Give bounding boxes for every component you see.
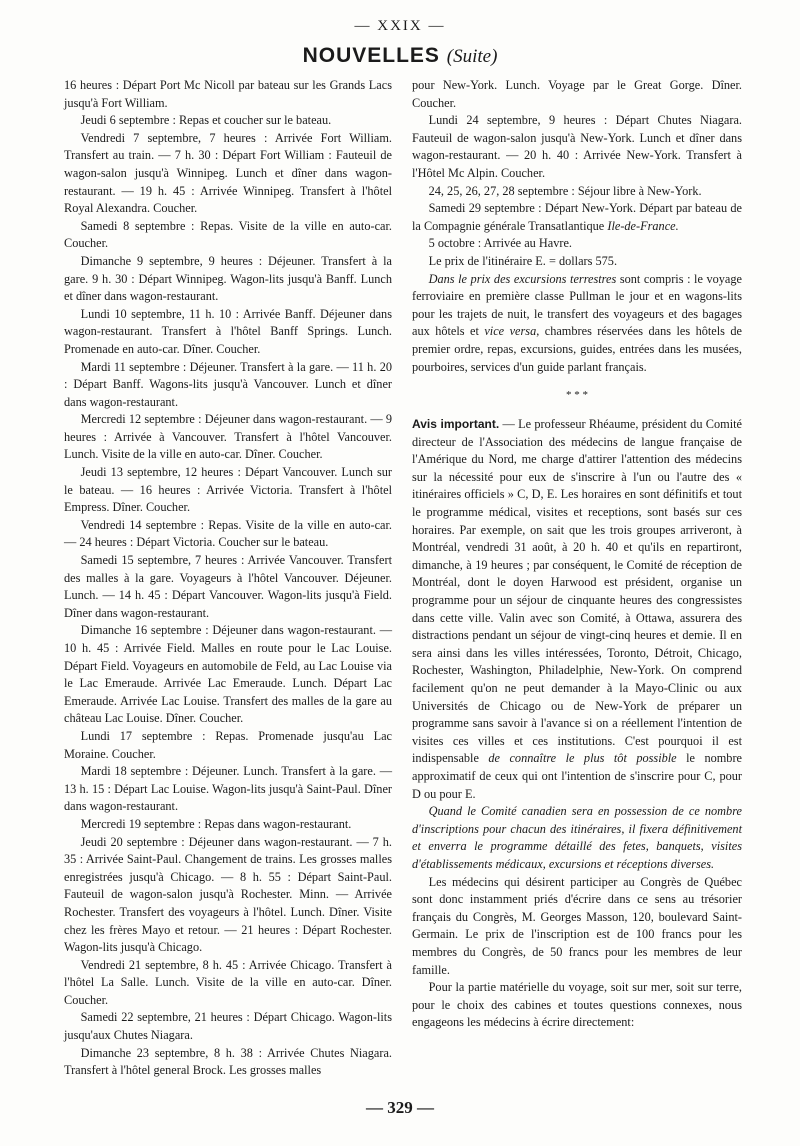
- itinerary-paragraph: Mercredi 19 septembre : Repas dans wagon-restaurant.: [80, 816, 352, 831]
- text-run: sont compris : le voyage ferroviaire en première classe Pullman le jour et en wagons-lits pour les trajets de nuit, le transfert des voyageurs et des bagages aux hôtels et: [412, 271, 742, 339]
- itinerary-paragraph: Jeudi 13 septembre, 12 heures : Départ Vancouver. Lunch sur le bateau. — 16 heures : Arrivée Victoria. Transfert à l'hôtel Empress. Dîner. Coucher.: [64, 465, 392, 515]
- page-number: — 329 —: [366, 1098, 434, 1117]
- text-run-italic: de connaître le plus tôt possible: [488, 751, 677, 766]
- avis-paragraph: [412, 416, 742, 803]
- itinerary-paragraph: [412, 200, 742, 235]
- itinerary-paragraph: Lundi 10 septembre, 11 h. 10 : Arrivée Banff. Déjeuner dans wagon-restaurant. Transfert à l'hôtel Banff Springs. Lunch. Promenade en auto-car. Dîner. Coucher.: [64, 306, 392, 356]
- text-run: — Le professeur Rhéaume, président du Comité directeur de l'Association des médecins de langue française de l'Amérique du Nord, me charge d'attirer l'attention des médecins sur la nécessité pour eux de s'inscrire à l'un ou l'autre des « itinéraires officiels » C, D, E. Les horaires en sont définitifs et tout le programme médical, visites et receptions, sont basés sur ces horaires. Par exemple, on sait que les trois groupes arriveront, à Montréal, vendredi 31 août, à 20 h. 40 et qu'ils en repartiront, dimanche, à 19 heures ; par conséquent, le Comité de réception de Montréal, dont le doyen Harwood est président, organise un programme pour un séjour de cinquante heures des congressistes dans cette ville. Valin avec son Comité, à Ottawa, assurera des distractions pendant un séjour de vingt-cinq heures et demie. Il en sera ainsi dans les villes intéressées, Toronto, Détroit, Chicago, Rochester, Washington, Philadelphie, New-York. On comprend facilement qu'on ne peut demander à la Mayo-Clinic ou aux Universités de Chicago ou de New-York de préparer un programme sans savoir à l'avance si on a réellement l'intention de visites ces villes et ces institutions. C'est pourquoi il est indispensable: [412, 417, 742, 766]
- itinerary-paragraph: Dimanche 23 septembre, 8 h. 38 : Arrivée Chutes Niagara. Transfert à l'hôtel general Brock. Les grosses malles: [64, 1045, 392, 1078]
- text-run: le nombre approximatif de ceux qui ont l'intention de s'inscrire pour C, pour D ou pour E.: [412, 751, 743, 801]
- included-services-paragraph: [412, 271, 742, 377]
- itinerary-paragraph: Samedi 8 septembre : Repas. Visite de la ville en auto-car. Coucher.: [64, 218, 392, 251]
- itinerary-paragraph: Vendredi 14 septembre : Repas. Visite de la ville en auto-car. — 24 heures : Départ Victoria. Coucher sur le bateau.: [64, 517, 392, 550]
- asterism-separator: * * *: [566, 389, 588, 402]
- itinerary-paragraph: 5 octobre : Arrivée au Havre.: [428, 236, 572, 251]
- section-title: [0, 44, 800, 68]
- section-title-suite: (Suite): [446, 46, 498, 67]
- italic-paragraph: Quand le Comité canadien sera en possession de ce nombre d'inscriptions pour chacun des itinéraires, il fixera définitivement et enverra le programme détaillé des fetes, banquets, visites d'établissements médicaux, excursions et réceptions diverses.: [412, 804, 742, 871]
- price-paragraph: Le prix de l'itinéraire E. = dollars 575.: [428, 253, 618, 268]
- itinerary-paragraph: Lundi 17 septembre : Repas. Promenade jusqu'au Lac Moraine. Coucher.: [64, 728, 392, 761]
- section-title-text: NOUVELLES: [302, 44, 440, 67]
- ship-name: Ile-de-France.: [607, 218, 679, 233]
- text-run-italic: Dans le prix des excursions terrestres: [428, 271, 617, 286]
- itinerary-paragraph: 16 heures : Départ Port Mc Nicoll par bateau sur les Grands Lacs jusqu'à Fort William.: [64, 78, 392, 110]
- itinerary-paragraph: Mercredi 12 septembre : Déjeuner dans wagon-restaurant. — 9 heures : Arrivée à Vancouver. Transfert à l'hôtel Vancouver. Lunch. Visite de la ville en auto-car. Dîner. Coucher.: [64, 412, 392, 462]
- itinerary-paragraph: 24, 25, 26, 27, 28 septembre : Séjour libre à New-York.: [428, 183, 702, 198]
- travel-paragraph: Pour la partie matérielle du voyage, soit sur mer, soit sur terre, pour le choix des cabines et toutes questions connexes, nous engageons les médecins à écrire directement:: [412, 980, 742, 1030]
- itinerary-paragraph: Samedi 22 septembre, 21 heures : Départ Chicago. Wagon-lits jusqu'aux Chutes Niagara.: [64, 1010, 392, 1043]
- itinerary-paragraph: Mardi 11 septembre : Déjeuner. Transfert à la gare. — 11 h. 20 : Départ Banff. Wagons-lits jusqu'à Vancouver. Lunch et dîner dans wagon-restaurant.: [64, 359, 392, 409]
- itinerary-paragraph: pour New-York. Lunch. Voyage par le Great Gorge. Dîner. Coucher.: [412, 78, 742, 110]
- text-run: , chambres réservées dans les hôtels de premier ordre, repas, excursions, guides, entrées dans les musées, pourboires, services d'un guide parlant français.: [412, 324, 742, 374]
- itinerary-paragraph: Lundi 24 septembre, 9 heures : Départ Chutes Niagara. Fauteuil de wagon-salon jusqu'à New-York. Lunch et dîner dans wagon-restaurant. — 20 h. 40 : Arrivée New-York. Transfert à l'Hôtel Mc Alpin. Coucher.: [412, 113, 742, 180]
- itinerary-paragraph: Dimanche 16 septembre : Déjeuner dans wagon-restaurant. — 10 h. 45 : Arrivée Field. Malles en route pour le Lac Louise. Départ Field. Voyageurs en automobile de Feld, au Lac Louise via le Lac Emeraude. Arrivée Lac Emeraude. Lunch. Départ Lac Emeraude. Arrivée Lac Louise. Transfert des malles de la gare au château Lac Louise. Dîner. Coucher.: [64, 623, 392, 726]
- avis-label: Avis important.: [412, 417, 500, 432]
- text-run: Samedi 29 septembre : Départ New-York. Départ par bateau de la Compagnie générale Transatlantique: [412, 201, 742, 233]
- left-column: [64, 77, 392, 1080]
- page-roman-numeral: — XXIX —: [354, 18, 446, 34]
- registration-paragraph: Les médecins qui désirent participer au Congrès de Québec sont donc instamment priés d'écrire dans ce sens au trésorier français du Congrès, M. Georges Masson, 120, boulevard Saint-Germain. Le prix de l'inscription est de 100 francs pour les membres du Congrès, de 50 francs pour les membres de leur famille.: [412, 874, 742, 977]
- right-column: [412, 77, 742, 1032]
- itinerary-paragraph: Vendredi 7 septembre, 7 heures : Arrivée Fort William. Transfert au train. — 7 h. 30 : Départ Fort William : Fauteuil de wagon-salon jusqu'à Winnipeg. Lunch et dîner dans wagon-restaurant. — 19 h. 45 : Arrivée Winnipeg. Transfert à l'hôtel Royal Alexandra. Coucher.: [64, 130, 392, 216]
- itinerary-paragraph: Mardi 18 septembre : Déjeuner. Lunch. Transfert à la gare. — 13 h. 15 : Départ Lac Louise. Wagon-lits jusqu'à Saint-Paul. Dîner dans wagon-restaurant.: [64, 764, 392, 814]
- itinerary-paragraph: Jeudi 20 septembre : Déjeuner dans wagon-restaurant. — 7 h. 35 : Arrivée Saint-Paul. Changement de trains. Les grosses malles enregistrées jusqu'à Chicago. — 8 h. 55 : Départ Saint-Paul. Fauteuil de wagon-salon jusqu'à Rochester. Minn. — Arrivée Rochester. Transfert des voyageurs à l'hôtel. Lunch. Dîner. Visite chez les frères Mayo et retour. — 21 heures : Départ Rochester. Wagon-lits jusqu'à Chicago.: [64, 834, 392, 955]
- itinerary-paragraph: Vendredi 21 septembre, 8 h. 45 : Arrivée Chicago. Transfert à l'hôtel La Salle. Lunch. Visite de la ville en auto-car. Dîner. Coucher.: [64, 957, 392, 1007]
- itinerary-paragraph: Jeudi 6 septembre : Repas et coucher sur le bateau.: [80, 113, 332, 128]
- itinerary-paragraph: Samedi 15 septembre, 7 heures : Arrivée Vancouver. Transfert des malles à la gare. Voyageurs à l'hôtel Vancouver. Déjeuner. Lunch. — 14 h. 45 : Départ Vancouver. Wagon-lits jusqu'à Field. Dîner dans wagon-restaurant.: [64, 553, 392, 620]
- itinerary-paragraph: Dimanche 9 septembre, 9 heures : Déjeuner. Transfert à la gare. 9 h. 30 : Départ Winnipeg. Wagon-lits jusqu'à Banff. Lunch et dîner dans wagon-restaurant.: [64, 253, 392, 304]
- text-run-italic: vice versa: [484, 324, 537, 339]
